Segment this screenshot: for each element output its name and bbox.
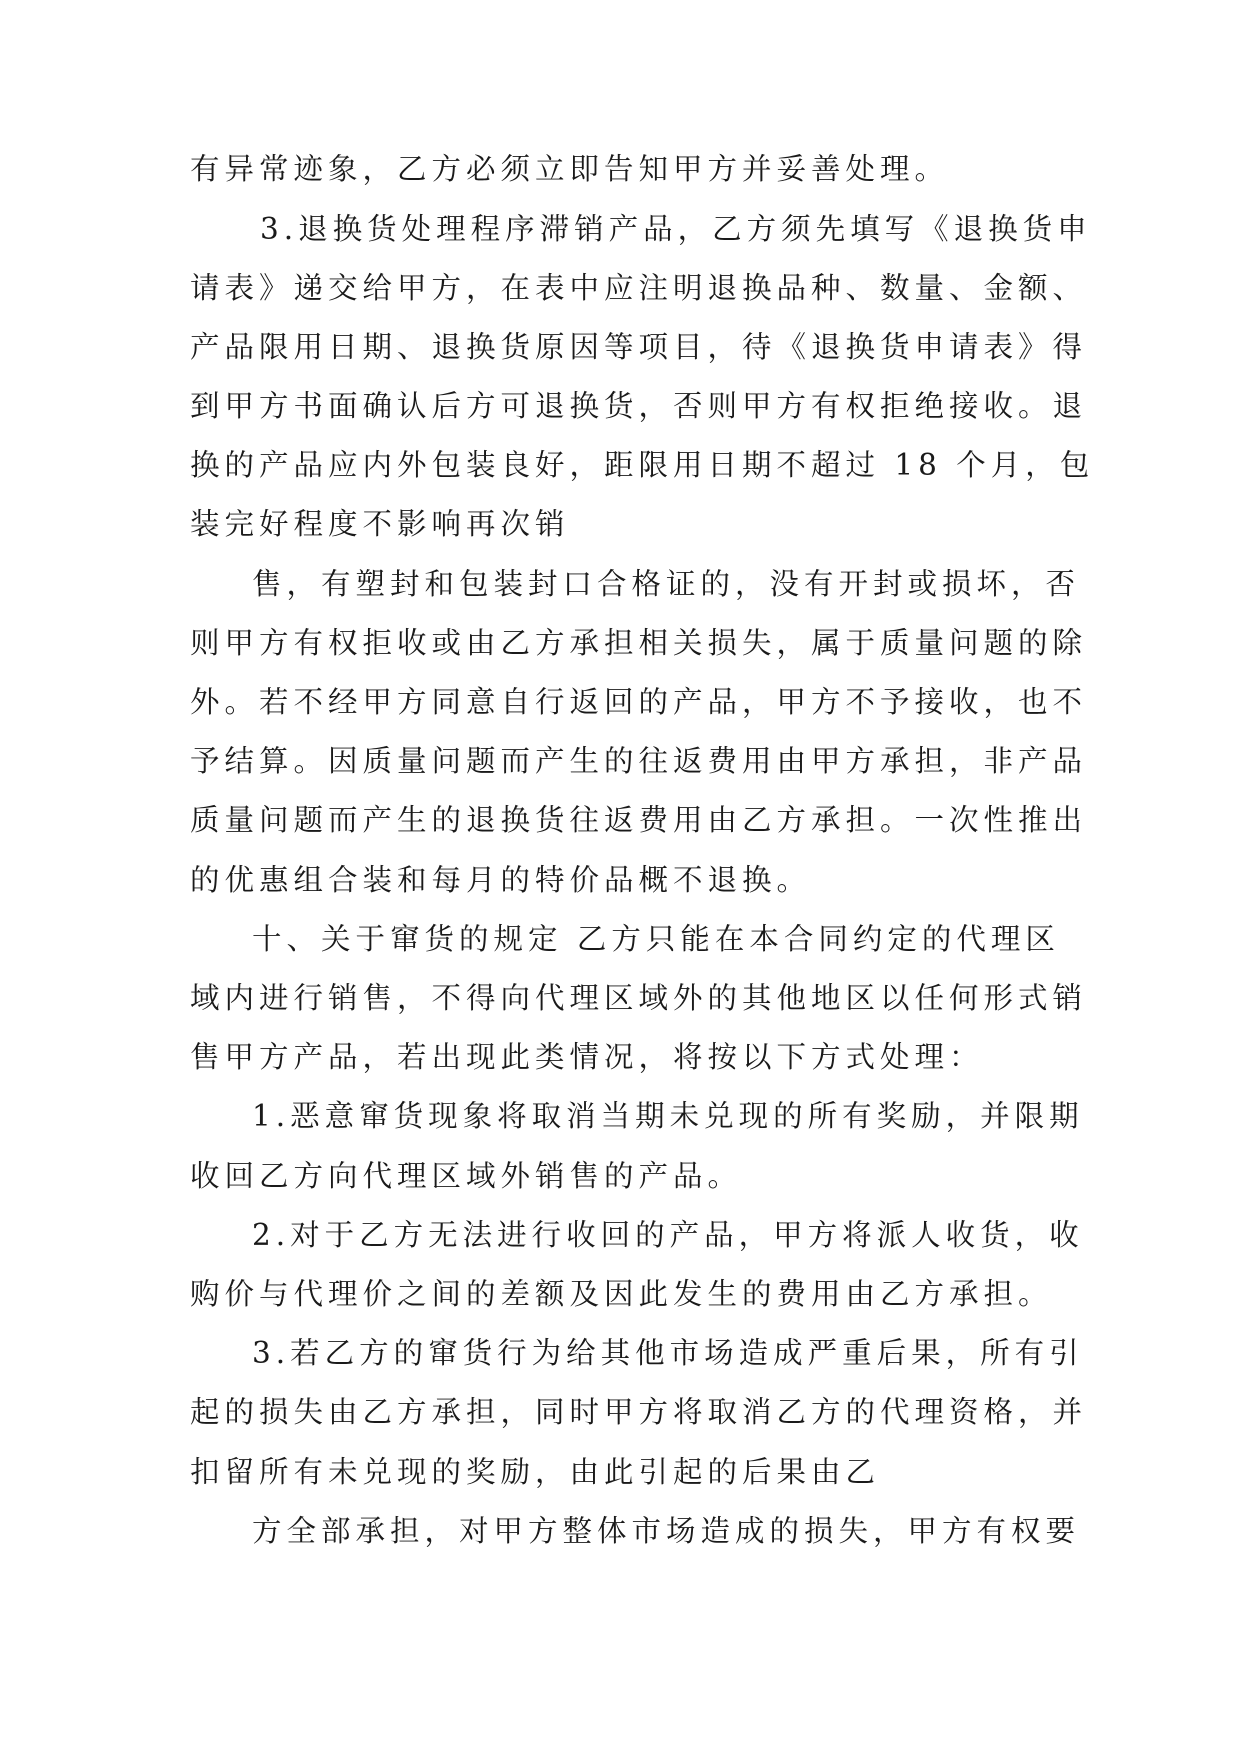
text-line: 售甲方产品，若出现此类情况，将按以下方式处理： — [190, 1040, 984, 1074]
text-line: 产品限用日期、退换货原因等项目，待《退换货申请表》得 — [190, 330, 1088, 364]
text-line: 3.若乙方的窜货行为给其他市场造成严重后果，所有引 — [252, 1336, 1084, 1370]
text-line: 3.退换货处理程序滞销产品，乙方须先填写《退换货申 — [260, 212, 1092, 246]
text-line: 予结算。因质量问题而产生的往返费用由甲方承担，非产品 — [190, 744, 1088, 778]
text-line: 有异常迹象，乙方必须立即告知甲方并妥善处理。 — [190, 152, 950, 186]
text-line: 的优惠组合装和每月的特价品概不退换。 — [190, 863, 812, 897]
text-line: 外。若不经甲方同意自行返回的产品，甲方不予接收，也不 — [190, 685, 1088, 719]
text-line: 装完好程度不影响再次销 — [190, 507, 570, 541]
text-line: 域内进行销售，不得向代理区域外的其他地区以任何形式销 — [190, 981, 1088, 1015]
text-line: 请表》递交给甲方，在表中应注明退换品种、数量、金额、 — [190, 271, 1088, 305]
text-line: 则甲方有权拒收或由乙方承担相关损失，属于质量问题的除 — [190, 626, 1088, 660]
text-line: 2.对于乙方无法进行收回的产品，甲方将派人收货，收 — [252, 1218, 1084, 1252]
text-line: 扣留所有未兑现的奖励，由此引起的后果由乙 — [190, 1455, 881, 1489]
text-line: 到甲方书面确认后方可退换货，否则甲方有权拒绝接收。退 — [190, 389, 1088, 423]
text-line: 1.恶意窜货现象将取消当期未兑现的所有奖励，并限期 — [252, 1099, 1084, 1133]
text-line: 换的产品应内外包装良好，距限用日期不超过 18 个月，包 — [190, 448, 1095, 482]
text-line: 售，有塑封和包装封口合格证的，没有开封或损坏，否 — [252, 567, 1081, 601]
text-line: 收回乙方向代理区域外销售的产品。 — [190, 1159, 743, 1193]
text-line: 起的损失由乙方承担，同时甲方将取消乙方的代理资格，并 — [190, 1395, 1088, 1429]
text-line: 质量问题而产生的退换货往返费用由乙方承担。一次性推出 — [190, 803, 1088, 837]
text-line: 购价与代理价之间的差额及因此发生的费用由乙方承担。 — [190, 1277, 1053, 1311]
section-heading-line: 十、关于窜货的规定 乙方只能在本合同约定的代理区 — [252, 922, 1060, 956]
text-line: 方全部承担，对甲方整体市场造成的损失，甲方有权要 — [252, 1514, 1081, 1548]
